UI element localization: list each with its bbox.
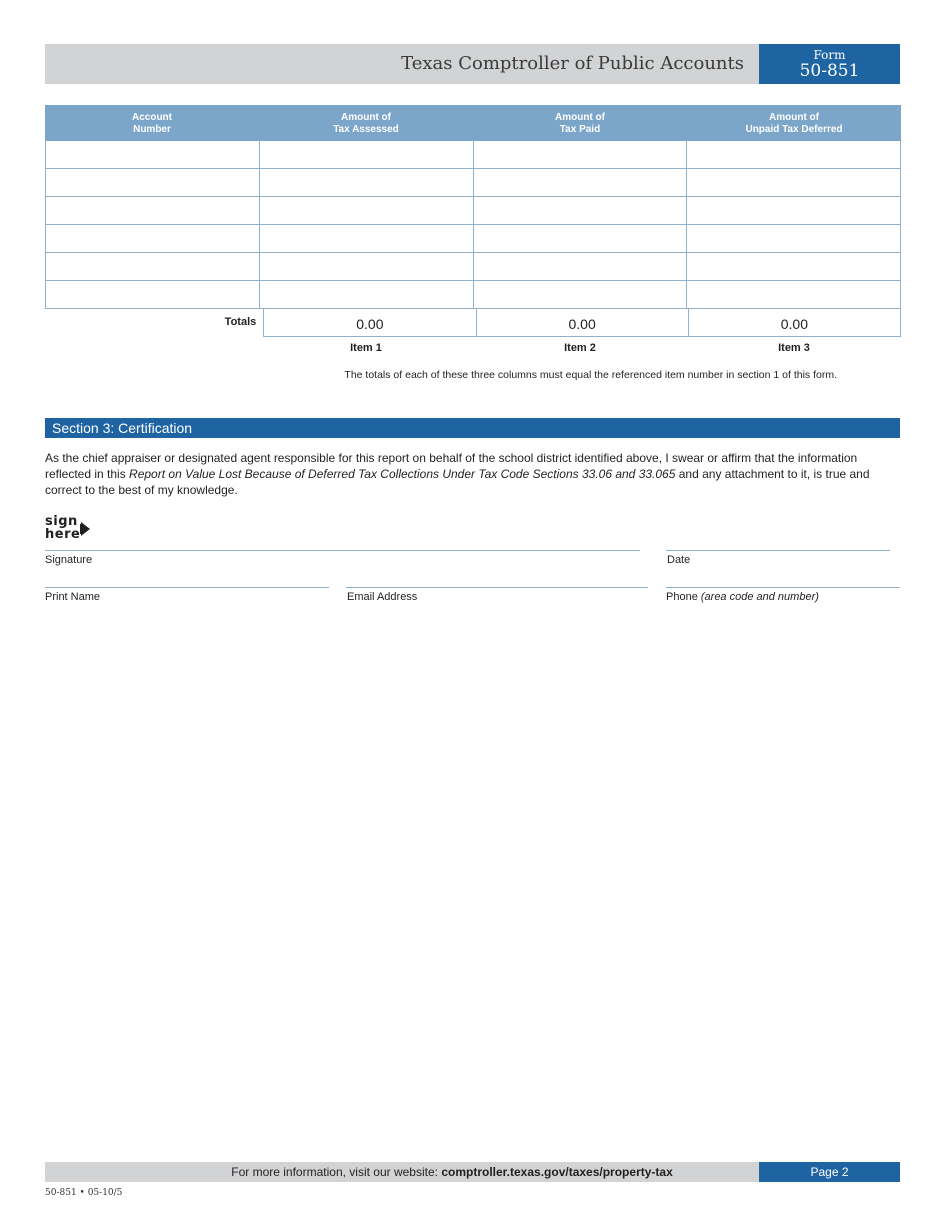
table-row <box>45 281 901 309</box>
signature-label: Signature <box>45 554 93 566</box>
table-row <box>45 141 901 169</box>
tax-paid-cell[interactable] <box>473 197 687 224</box>
column-header-tax-assessed: Amount of Tax Assessed <box>333 112 399 135</box>
tax-paid-cell[interactable] <box>473 225 687 252</box>
print-name-label: Print Name <box>45 591 101 603</box>
item-1-label: Item 1 <box>350 342 382 354</box>
section-3-header: Section 3: Certification <box>45 418 900 438</box>
tax-assessed-cell[interactable] <box>259 197 473 224</box>
items-spacer <box>45 337 259 357</box>
form-number: 50-851 <box>799 61 860 81</box>
item-2-label: Item 2 <box>564 342 596 354</box>
tax-assessed-cell[interactable] <box>259 169 473 196</box>
phone-label-wrap <box>666 591 819 603</box>
account-number-cell[interactable] <box>45 281 259 308</box>
email-label: Email Address <box>347 591 418 603</box>
cert-text-after: and any attachment to it, is true and correct to the best of my knowledge. <box>45 467 870 497</box>
unpaid-deferred-cell[interactable] <box>686 253 901 280</box>
header-bar <box>45 44 759 84</box>
cert-text-report-title: Report on Value Lost Because of Deferred Tax Collections Under Tax Code Sections 33.06 and 33.065 <box>129 467 676 481</box>
tax-assessed-cell[interactable] <box>259 141 473 168</box>
column-header-unpaid-deferred: Amount of Unpaid Tax Deferred <box>745 112 843 135</box>
phone-line[interactable] <box>666 587 900 588</box>
unpaid-deferred-cell[interactable] <box>686 169 901 196</box>
totals-note: The totals of each of these three columns must equal the referenced item number in section 1 of this form. <box>344 369 837 381</box>
item-references-row <box>45 337 901 357</box>
form-number-box <box>759 44 900 84</box>
tax-assessed-cell[interactable] <box>259 225 473 252</box>
tax-paid-cell[interactable] <box>473 281 687 308</box>
phone-label: Phone <box>666 591 698 603</box>
sign-word: sign <box>45 514 78 529</box>
column-header-tax-paid: Amount of Tax Paid <box>555 112 605 135</box>
tax-assessed-cell[interactable] <box>259 253 473 280</box>
date-label: Date <box>667 554 691 566</box>
total-unpaid-deferred[interactable]: 0.00 <box>688 309 901 337</box>
agency-title: Texas Comptroller of Public Accounts <box>401 53 744 74</box>
unpaid-deferred-cell[interactable] <box>686 225 901 252</box>
print-name-line[interactable] <box>45 587 329 588</box>
signature-line[interactable] <box>45 550 640 551</box>
date-line[interactable] <box>666 550 890 551</box>
table-header <box>45 105 901 141</box>
certification-text <box>45 450 900 498</box>
unpaid-deferred-cell[interactable] <box>686 141 901 168</box>
column-header-account-number: Account Number <box>132 112 172 135</box>
tax-paid-cell[interactable] <box>473 169 687 196</box>
total-tax-assessed[interactable]: 0.00 <box>263 309 475 337</box>
total-tax-paid[interactable]: 0.00 <box>476 309 688 337</box>
footer-info-text: For more information, visit our website: <box>231 1165 442 1179</box>
item-3-label: Item 3 <box>778 342 810 354</box>
sign-here-marker <box>45 515 97 543</box>
account-number-cell[interactable] <box>45 169 259 196</box>
tax-paid-cell[interactable] <box>473 253 687 280</box>
website-link[interactable]: comptroller.texas.gov/taxes/property-tax <box>441 1165 673 1179</box>
account-number-cell[interactable] <box>45 253 259 280</box>
unpaid-deferred-cell[interactable] <box>686 197 901 224</box>
totals-label: Totals <box>224 316 257 328</box>
form-revision-id: 50-851 • 05-10/5 <box>45 1188 123 1198</box>
phone-hint: (area code and number) <box>700 591 819 603</box>
email-line[interactable] <box>346 587 648 588</box>
account-number-cell[interactable] <box>45 197 259 224</box>
here-word: here <box>45 527 81 542</box>
table-row <box>45 197 901 225</box>
table-row <box>45 169 901 197</box>
account-number-cell[interactable] <box>45 225 259 252</box>
table-row <box>45 225 901 253</box>
cert-text-before: As the chief appraiser or designated agent responsible for this report on behalf of the school district identified above, I swear or affirm that the information reflected in this <box>45 451 858 481</box>
table-row <box>45 253 901 281</box>
footer-info-bar <box>45 1162 759 1182</box>
form-label: Form <box>813 48 846 62</box>
deferred-tax-table <box>45 105 901 357</box>
page-number: Page 2 <box>759 1162 900 1182</box>
arrow-right-icon <box>81 522 90 536</box>
tax-assessed-cell[interactable] <box>259 281 473 308</box>
account-number-cell[interactable] <box>45 141 259 168</box>
unpaid-deferred-cell[interactable] <box>686 281 901 308</box>
totals-row <box>45 309 901 337</box>
tax-paid-cell[interactable] <box>473 141 687 168</box>
